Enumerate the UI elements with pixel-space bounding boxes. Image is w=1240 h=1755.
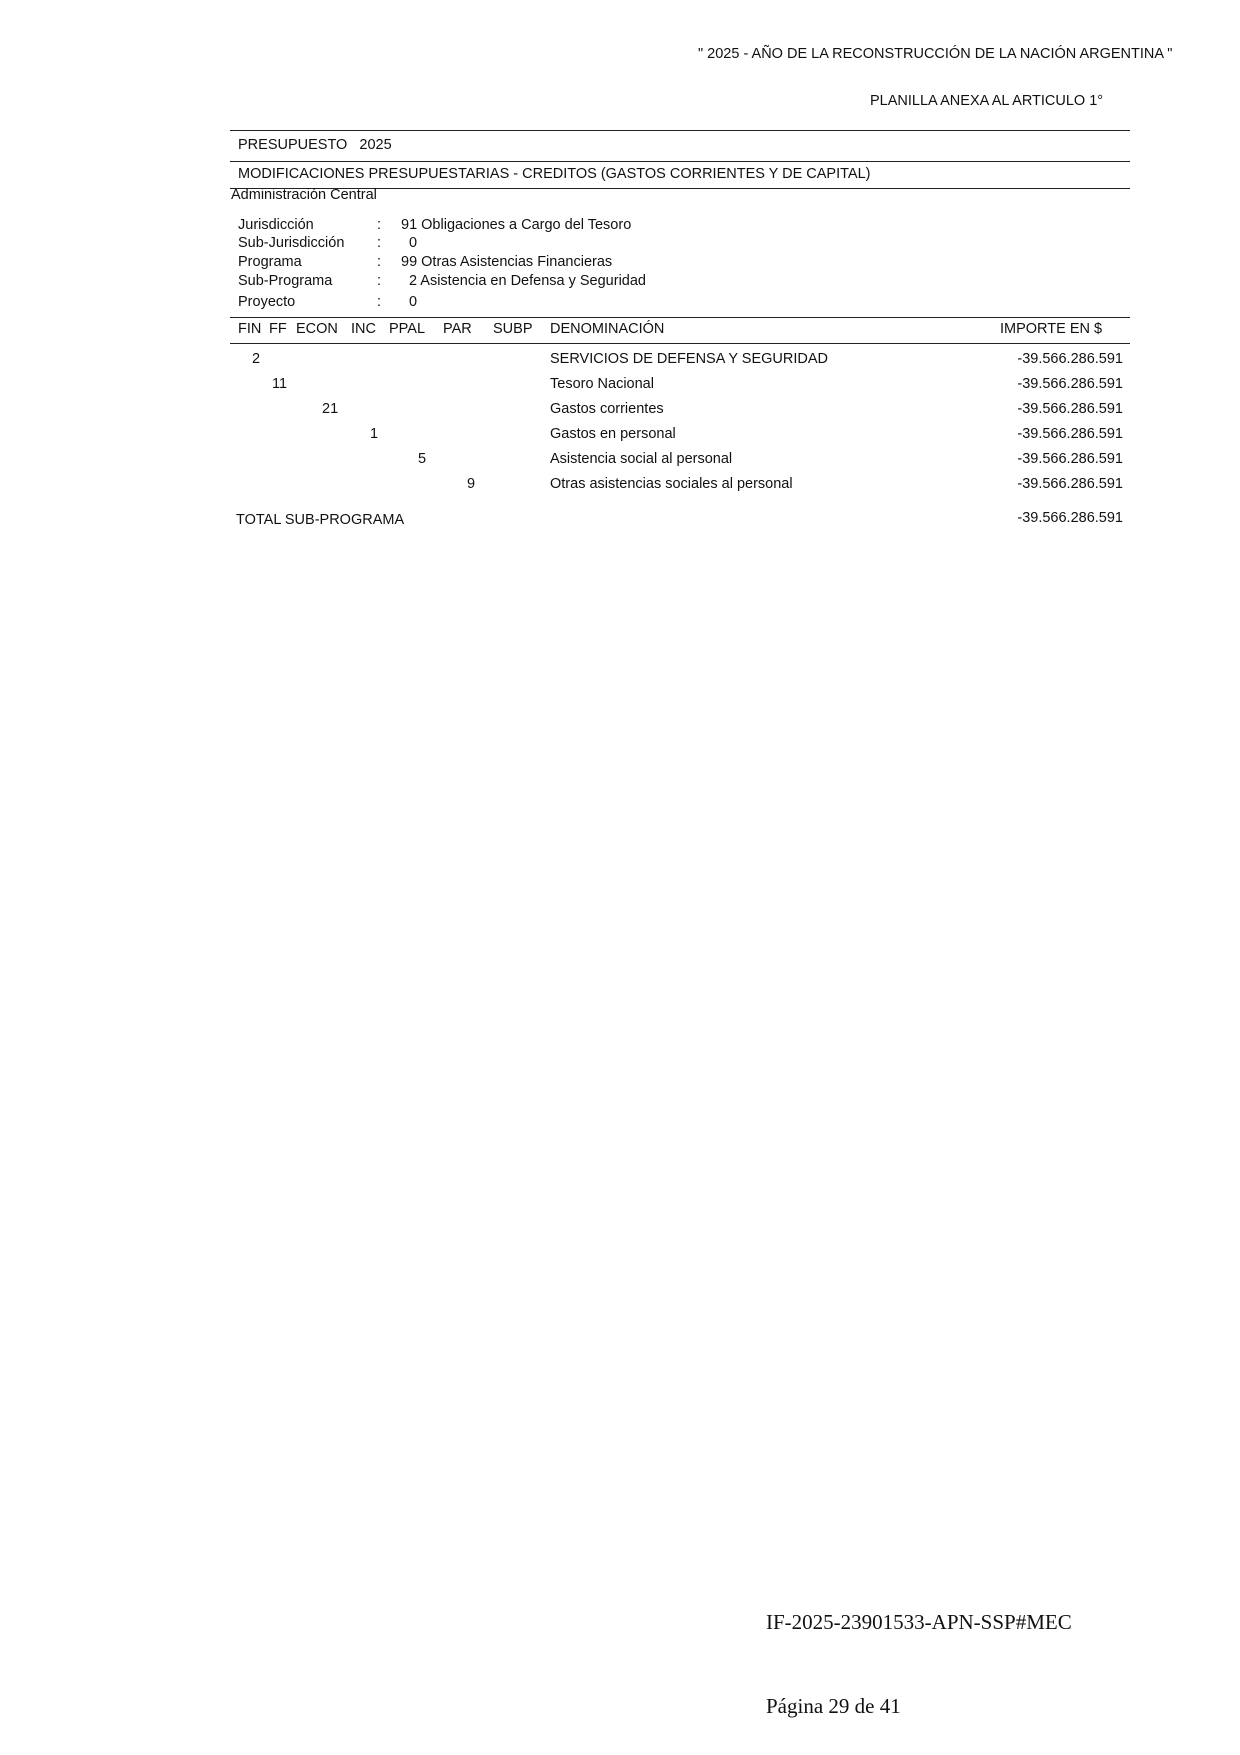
document-id: IF-2025-23901533-APN-SSP#MEC — [766, 1610, 1072, 1634]
row-importe: -39.566.286.591 — [1017, 401, 1123, 417]
row-importe: -39.566.286.591 — [1017, 476, 1123, 492]
col-ppal: PPAL — [389, 321, 426, 337]
info-label-subjurisdiccion: Sub-Jurisdicción — [238, 235, 345, 251]
annex-title: PLANILLA ANEXA AL ARTICULO 1° — [870, 93, 1104, 109]
row-importe: -39.566.286.591 — [1017, 451, 1123, 467]
divider-budget — [230, 161, 1130, 162]
info-label-proyecto: Proyecto — [238, 294, 296, 310]
col-par: PAR — [443, 321, 472, 337]
divider-columns-top — [230, 317, 1130, 318]
col-inc: INC — [351, 321, 376, 337]
total-label: TOTAL SUB-PROGRAMA — [236, 512, 405, 528]
info-value-programa: 99 Otras Asistencias Financieras — [401, 254, 613, 270]
col-subp: SUBP — [493, 321, 533, 337]
info-value-subjurisdiccion: 0 — [409, 235, 418, 251]
col-denominacion: DENOMINACIÓN — [550, 321, 665, 337]
info-value-subprograma: 2 Asistencia en Defensa y Seguridad — [409, 273, 646, 289]
total-importe: -39.566.286.591 — [1017, 510, 1123, 526]
page-number: Página 29 de 41 — [766, 1694, 901, 1718]
budget-label: PRESUPUESTO — [238, 137, 348, 153]
row-code: 5 — [418, 451, 427, 467]
row-code: 9 — [467, 476, 476, 492]
col-fin: FIN — [238, 321, 262, 337]
info-value-jurisdiccion: 91 Obligaciones a Cargo del Tesoro — [401, 217, 632, 233]
header-motto: " 2025 - AÑO DE LA RECONSTRUCCIÓN DE LA NACIÓN ARGENTINA " — [698, 46, 1173, 62]
info-label-jurisdiccion: Jurisdicción — [238, 217, 314, 233]
row-importe: -39.566.286.591 — [1017, 376, 1123, 392]
row-denominacion: Otras asistencias sociales al personal — [550, 476, 793, 492]
col-importe: IMPORTE EN $ — [1000, 321, 1103, 337]
info-sep: : — [377, 294, 382, 310]
info-label-subprograma: Sub-Programa — [238, 273, 333, 289]
divider-top — [230, 130, 1130, 131]
info-sep: : — [377, 254, 382, 270]
row-code: 11 — [272, 376, 288, 392]
row-importe: -39.566.286.591 — [1017, 426, 1123, 442]
row-importe: -39.566.286.591 — [1017, 351, 1123, 367]
info-sep: : — [377, 217, 382, 233]
info-label-programa: Programa — [238, 254, 302, 270]
info-sep: : — [377, 273, 382, 289]
budget-title — [238, 137, 392, 153]
row-denominacion: Asistencia social al personal — [550, 451, 733, 467]
info-value-proyecto: 0 — [409, 294, 418, 310]
row-denominacion: Tesoro Nacional — [550, 376, 654, 392]
divider-columns-bottom — [230, 343, 1130, 344]
row-code: 21 — [322, 401, 339, 417]
info-sep: : — [377, 235, 382, 251]
row-denominacion: Gastos corrientes — [550, 401, 664, 417]
admin-title: Administración Central — [231, 187, 377, 203]
budget-year: 2025 — [359, 137, 392, 153]
row-denominacion: Gastos en personal — [550, 426, 676, 442]
modifications-title: MODIFICACIONES PRESUPUESTARIAS - CREDITOS (GASTOS CORRIENTES Y DE CAPITAL) — [238, 166, 871, 182]
row-denominacion: SERVICIOS DE DEFENSA Y SEGURIDAD — [550, 351, 828, 367]
row-code: 1 — [370, 426, 379, 442]
row-code: 2 — [252, 351, 261, 367]
col-econ: ECON — [296, 321, 338, 337]
col-ff: FF — [269, 321, 287, 337]
